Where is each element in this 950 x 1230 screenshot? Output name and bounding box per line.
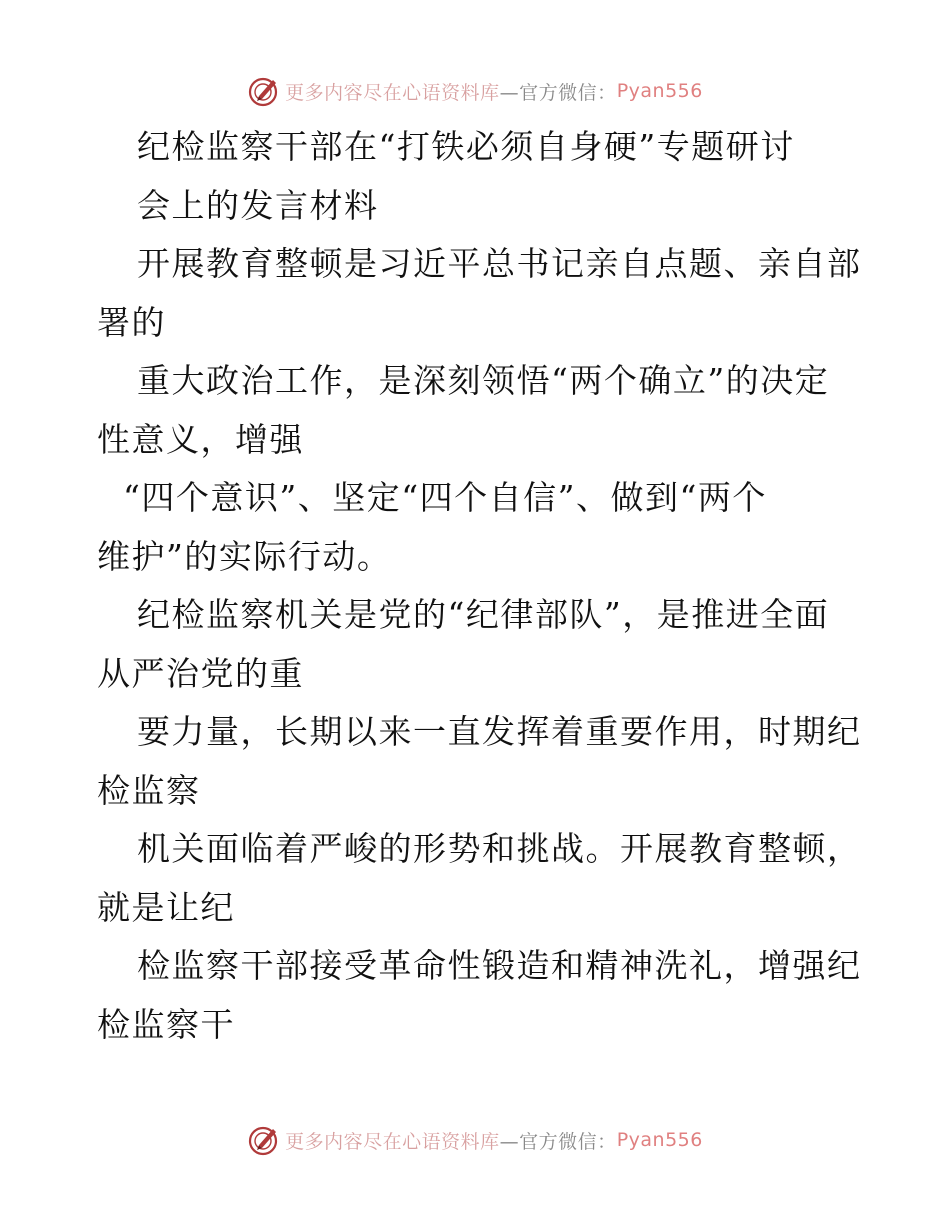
watermark-footer [0,1120,950,1160]
watermark-library-text: 更多内容尽在心语资料库 [285,1130,500,1153]
paragraph-line: 重大政治工作，是深刻领悟“两个确立”的决定 [137,361,830,400]
paragraph-line: 从严治党的重 [97,653,304,693]
paragraph-line: 检监察 [97,770,201,810]
watermark-handle: Pyan556 [616,1129,703,1151]
paragraph-line: 检监察干部接受革命性锻造和精神洗礼，增强纪 [137,946,862,985]
watermark-header [0,71,950,111]
watermark-library-text: 更多内容尽在心语资料库 [285,81,500,104]
title-line: 纪检监察干部在“打铁必须自身硬”专题研讨 [137,127,795,166]
paragraph-line: 检监察干 [97,1004,235,1044]
paragraph-line: 就是让纪 [97,887,235,927]
paragraph-line: 机关面临着严峻的形势和挑战。开展教育整顿， [137,829,862,868]
paragraph-line: 性意义，增强 [97,419,304,459]
title-line: 会上的发言材料 [137,185,379,225]
paragraph-line: 要力量，长期以来一直发挥着重要作用，时期纪 [137,712,862,751]
watermark-contact-text: —官方微信： [499,1130,617,1153]
pen-nib-circle-icon [247,1123,281,1157]
watermark-contact-text: —官方微信： [499,81,617,104]
paragraph-line: 开展教育整顿是习近平总书记亲自点题、亲自部 [137,244,862,283]
paragraph-line: 署的 [97,302,166,342]
document-body [97,118,862,1054]
paragraph-line: 维护”的实际行动。 [97,536,392,576]
pen-nib-circle-icon [247,74,281,108]
watermark-handle: Pyan556 [616,80,703,102]
paragraph-line: 纪检监察机关是党的“纪律部队”，是推进全面 [137,595,830,634]
paragraph-line: “四个意识”、坚定“四个自信”、做到“两个 [123,478,767,517]
